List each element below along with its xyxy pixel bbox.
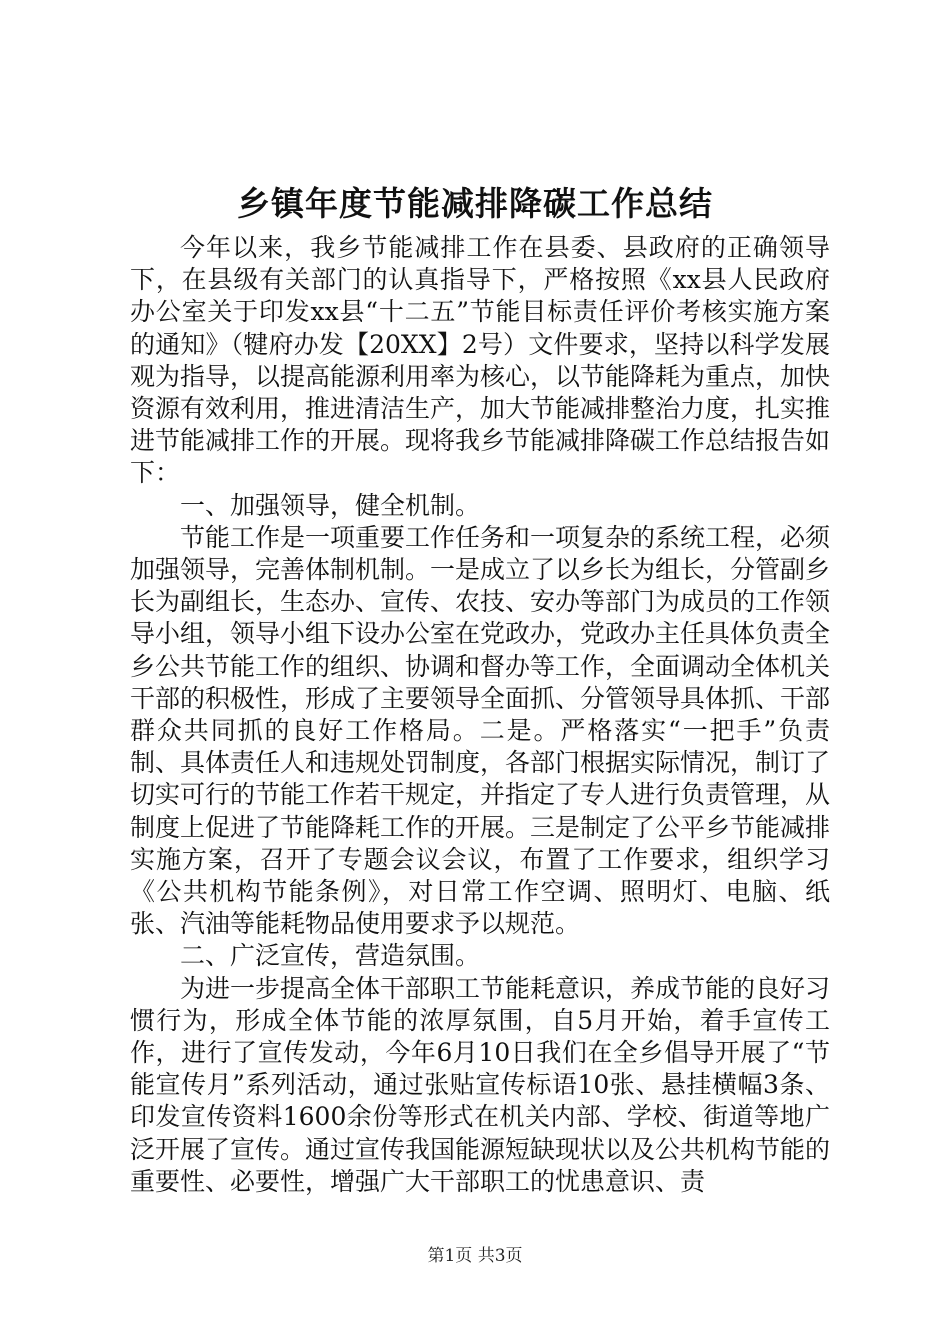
section-heading-2: 二、广泛宣传，营造氛围。 [180, 941, 481, 971]
document-title: 乡镇年度节能减排降碳工作总结 [237, 184, 713, 223]
intro-paragraph: 今年以来，我乡节能减排工作在县委、县政府的正确领导下，在县级有关部门的认真指导下，严格按照《xx县人民政府办公室关于印发xx县“十二五”节能目标责任评价考核实施方案的通知》（犍府办发【20XX】2号）文件要求，坚持以科学发展观为指导，以提高能源利用率为核心，以节能降耗为重点，加快资源有效利用，推进清洁生产，加大节能减排整治力度，扎实推进节能减排工作的开展。现将我乡节能减排降碳工作总结报告如下： [130, 233, 831, 488]
section-1-paragraph: 节能工作是一项重要工作任务和一项复杂的系统工程，必须加强领导，完善体制机制。一是成立了以乡长为组长，分管副乡长为副组长，生态办、宣传、农技、安办等部门为成员的工作领导小组，领导小组下设办公室在党政办，党政办主任具体负责全乡公共节能工作的组织、协调和督办等工作，全面调动全体机关干部的积极性，形成了主要领导全面抓、分管领导具体抓、干部群众共同抓的良好工作格局。二是。严格落实“一把手”负责制、具体责任人和违规处罚制度，各部门根据实际情况，制订了切实可行的节能工作若干规定，并指定了专人进行负责管理，从制度上促进了节能降耗工作的开展。三是制定了公平乡节能减排实施方案，召开了专题会议会议，布置了工作要求，组织学习《公共机构节能条例》，对日常工作空调、照明灯、电脑、纸张、汽油等能耗物品使用要求予以规范。 [130, 522, 831, 939]
section-2-paragraph: 为进一步提高全体干部职工节能耗意识，养成节能的良好习惯行为，形成全体节能的浓厚氛围，自5月开始，着手宣传工作，进行了宣传发动，今年6月10日我们在全乡倡导开展了“节能宣传月”系列活动，通过张贴宣传标语10张、悬挂横幅3条、印发宣传资料1600余份等形式在机关内部、学校、街道等地广泛开展了宣传。通过宣传我国能源短缺现状以及公共机构节能的重要性、必要性，增强广大干部职工的忧患意识、责 [130, 973, 831, 1196]
document-body [130, 232, 830, 1198]
section-heading-1: 一、加强领导，健全机制。 [180, 490, 481, 520]
page-number-footer: 第1页 共3页 [427, 1246, 523, 1266]
